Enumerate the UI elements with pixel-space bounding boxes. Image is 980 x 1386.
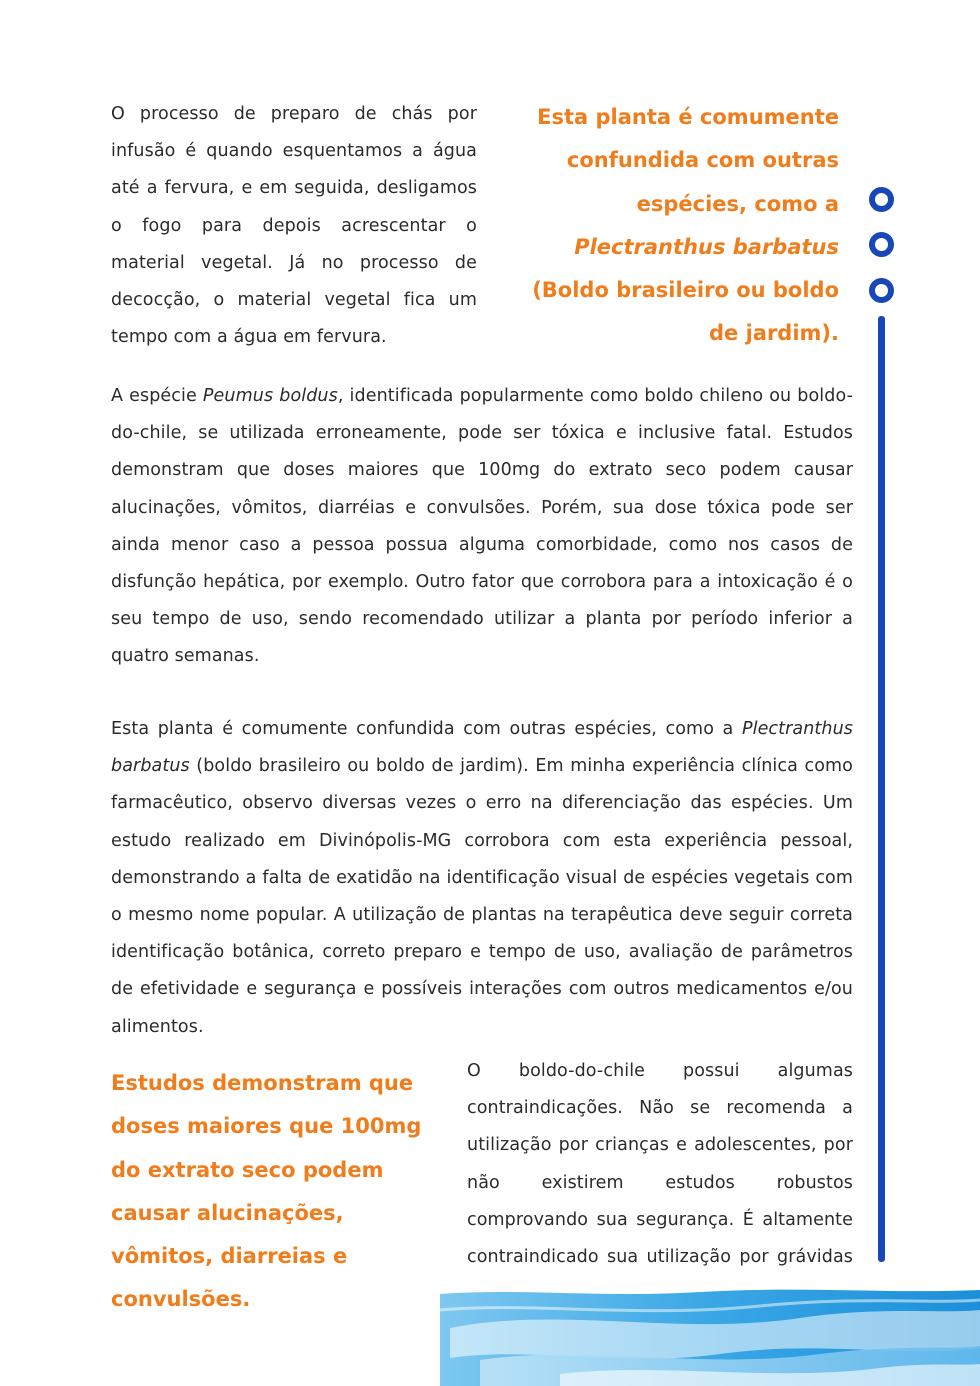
decorative-vertical-bar [878, 316, 885, 1262]
pullquote-top-species: Plectranthus barbatus [574, 234, 839, 259]
pullquote-top [505, 96, 839, 356]
body2-text-a: Esta planta é comumente confundida com outras espécies, como a [111, 719, 742, 739]
body2-text-b: (boldo brasileiro ou boldo de jardim). Em minha experiência clínica como farmacêutico, observo diversas vezes o erro na diferenciação das espécies. Um estudo realizado em Divinópolis-MG corrobora com esta experiência pessoal, demonstrando a falta de exatidão na identificação visual de espécies vegetais com o mesmo nome popular. A utilização de plantas na terapêutica deve seguir correta identificação botânica, correto preparo e tempo de uso, avaliação de parâmetros de efetividade e segurança e possíveis interações com outros medicamentos e/ou alimentos. [111, 756, 853, 1037]
body-paragraph-plectranthus [111, 711, 853, 1046]
body1-species: Peumus boldus [202, 386, 338, 406]
decorative-ring-1 [869, 187, 894, 212]
pullquote-bottom: Estudos demonstram que doses maiores que 100mg do extrato seco podem causar alucinações, vômitos, diarreias e convulsões. [111, 1071, 422, 1312]
body1-text-b: , identificada popularmente como boldo chileno ou boldo-do-chile, se utilizada erroneamente, pode ser tóxica e inclusive fatal. Estudos demonstram que doses maiores que 100mg do extrato seco podem causar alucinações, vômitos, diarréias e convulsões. Porém, sua dose tóxica pode ser ainda menor caso a pessoa possua alguma comorbidade, como nos casos de disfunção hepática, por exemplo. Outro fator que corrobora para a intoxicação é o seu tempo de uso, sendo recomendado utilizar a planta por período inferior a quatro semanas. [111, 386, 853, 667]
body-paragraph-peumus [111, 378, 853, 676]
body2-species: Plectranthus barbatus [111, 719, 853, 777]
intro-paragraph: O processo de preparo de chás por infusão é quando esquentamos a água até a fervura, e em seguida, desligamos o fogo para depois acrescentar o material vegetal. Já no processo de decocção, o material vegetal fica um tempo com a água em fervura. [111, 104, 477, 348]
decorative-ring-3 [869, 278, 894, 303]
pullquote-top-text-2: (Boldo brasileiro ou boldo de jardim). [532, 278, 839, 346]
pullquote-top-text-1: Esta planta é comumente confundida com outras espécies, como a [537, 105, 839, 216]
body-paragraph-contraindications: O boldo-do-chile possui algumas contraindicações. Não se recomenda a utilização por crianças e adolescentes, por não existirem estudos robustos comprovando sua segurança. É altamente contraindicado sua utilização por grávidas [467, 1061, 853, 1268]
decorative-ring-2 [869, 232, 894, 257]
decorative-wave-watercolor [440, 1288, 980, 1386]
body1-text-a: A espécie [111, 386, 203, 406]
